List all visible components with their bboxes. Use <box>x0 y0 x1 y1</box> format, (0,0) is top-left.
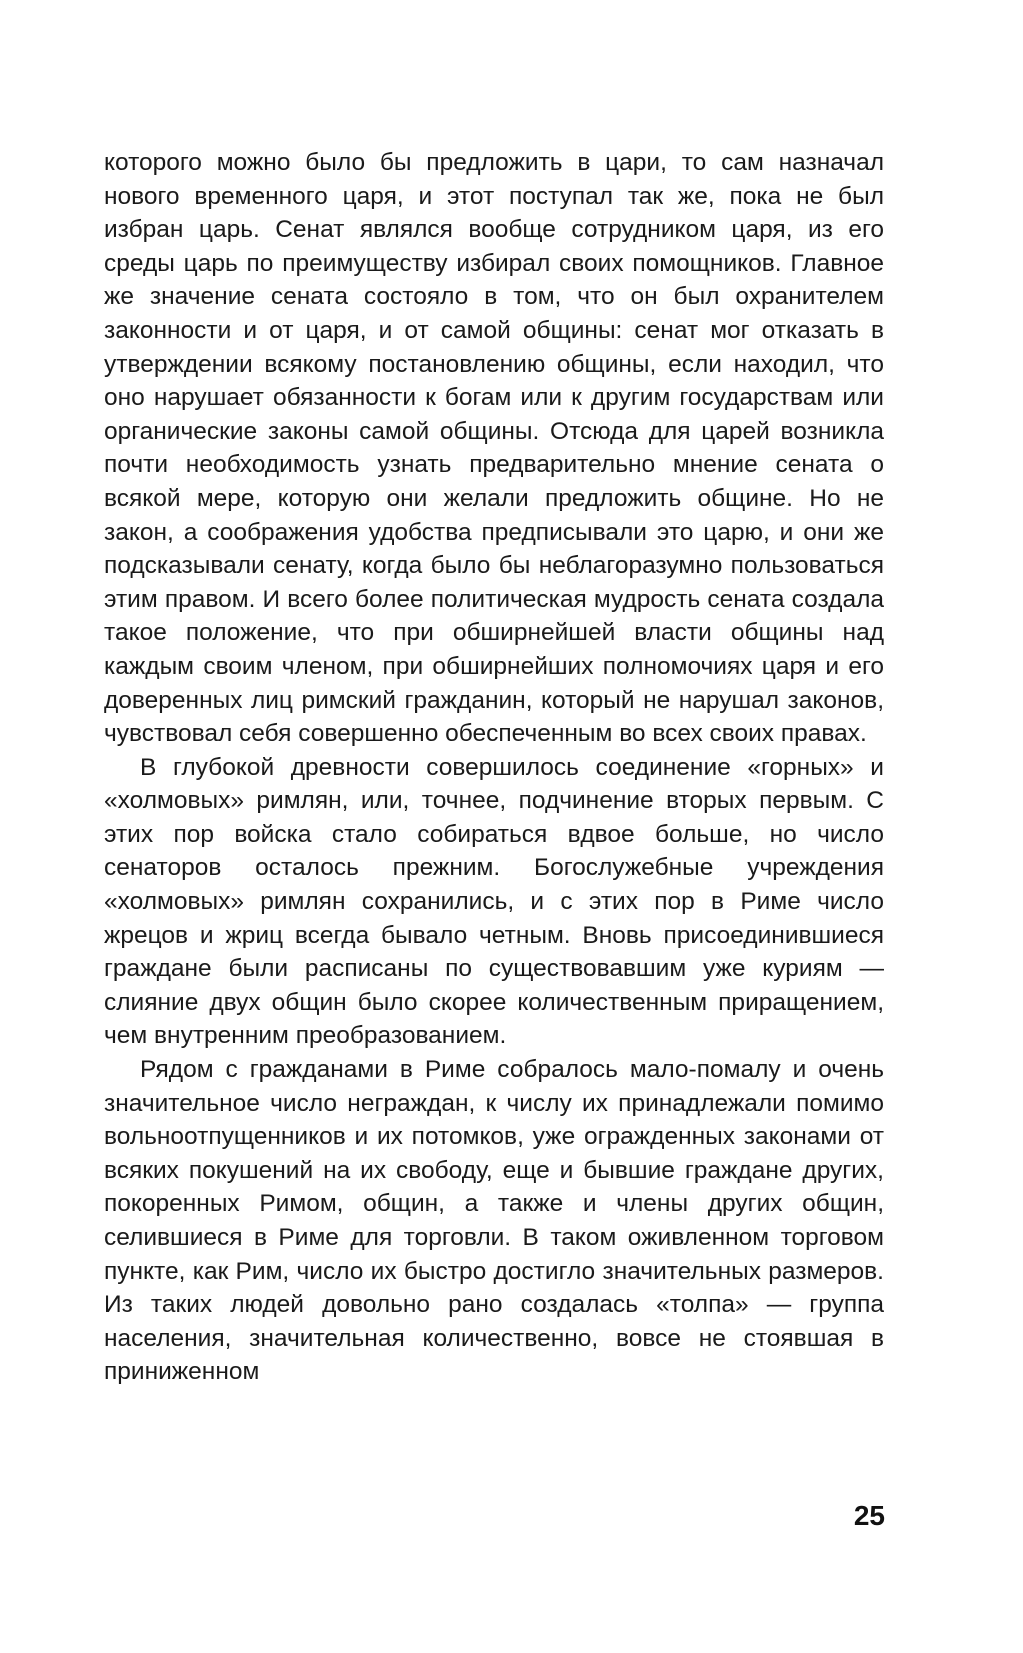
paragraph: Рядом с гражданами в Риме собралось мало-помалу и очень значительное число неграждан, к числу их принадлежали помимо вольноотпущенников и их потомков, уже огражденных законами от всяких покушений на их свободу, еще и бывшие граждане других, покоренных Римом, общин, а также и члены других общин, селившиеся в Риме для торговли. В таком оживленном торговом пункте, как Рим, число их быстро достигло значительных размеров. Из таких людей довольно рано создалась «толпа» — группа населения, значительная количественно, вовсе не стоявшая в приниженном <box>104 1056 884 1386</box>
body-text <box>104 146 884 1389</box>
paragraph-continued: которого можно было бы предложить в цари, то сам назначал нового временного царя, и этот поступал так же, пока не был избран царь. Сенат являлся вообще сотрудником царя, из его среды царь по преимуществу избирал своих помощников. Главное же значение сената состояло в том, что он был охранителем законности и от царя, и от самой общины: сенат мог отказать в утверждении всякому постановлению общины, если находил, что оно нарушает обязанности к богам или к другим государствам или органические законы самой общины. Отсюда для царей возникла почти необходимость узнать предварительно мнение сената о всякой мере, которую они желали предложить общине. Но не закон, а соображения удобства предписывали это царю, и они же подсказывали сенату, когда было бы неблагоразумно пользоваться этим правом. И всего более политическая мудрость сената создала такое положение, что при обширнейшей власти общины над каждым своим членом, при обширнейших полномочиях царя и его доверенных лиц римский гражданин, который не нарушал законов, чувствовал себя совершенно обеспеченным во всех своих правах. <box>104 149 884 748</box>
paragraph: В глубокой древности совершилось соединение «горных» и «холмовых» римлян, или, точнее, подчинение вторых первым. С этих пор войска стало собираться вдвое больше, но число сенаторов осталось прежним. Богослужебные учреждения «холмовых» римлян сохранились, и с этих пор в Риме число жрецов и жриц всегда бывало четным. Вновь присоединившиеся граждане были расписаны по существовавшим уже куриям — слияние двух общин было скорее количественным приращением, чем внутренним преобразованием. <box>104 753 884 1050</box>
page-number: 25 <box>853 1500 885 1531</box>
